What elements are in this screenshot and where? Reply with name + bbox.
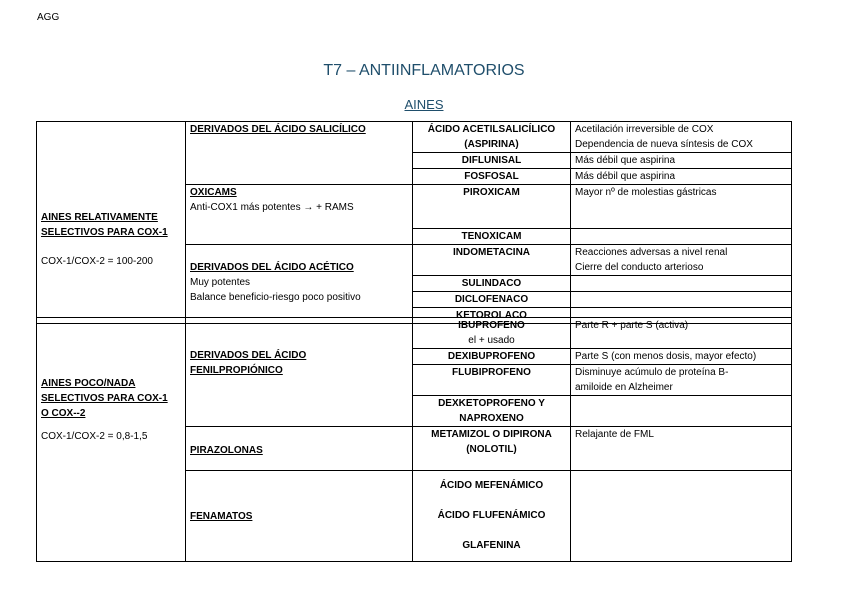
- drug-name: DEXKETOPROFENO Y: [438, 398, 545, 409]
- drug-cell: [413, 365, 571, 396]
- drug-name: METAMIZOL O DIPIRONA: [431, 429, 552, 440]
- drug-cell: [413, 122, 571, 153]
- table-row: [37, 122, 792, 153]
- drug-name: GLAFENINA: [462, 540, 521, 551]
- aines-table-part2: [36, 317, 792, 562]
- drug-cell: [413, 318, 571, 349]
- family-name: OXICAMS: [190, 187, 237, 198]
- note-text: Relajante de FML: [575, 429, 654, 440]
- drug-name: PIROXICAM: [463, 187, 520, 198]
- drug-name: KETOROLACO: [456, 310, 527, 321]
- note-cell: [571, 153, 792, 169]
- family-fenamatos: [186, 471, 413, 562]
- note-text: Parte R + parte S (activa): [575, 320, 689, 331]
- note-text: Mayor nº de molestias gástricas: [575, 187, 717, 198]
- note-text: Más débil que aspirina: [575, 155, 676, 166]
- drug-cell: [413, 185, 571, 229]
- drug-cell: [413, 245, 571, 276]
- note-cell: [571, 292, 792, 308]
- drug-name: IBUPROFENO: [458, 320, 525, 331]
- note-cell: [571, 318, 792, 349]
- group-selectivos-cox1: [37, 122, 186, 324]
- drug-name: SULINDACO: [461, 278, 522, 289]
- drug-name: DEXIBUPROFENO: [447, 351, 536, 362]
- drug-cell: [413, 292, 571, 308]
- family-note: Anti-COX1 más potentes → + RAMS: [190, 202, 354, 213]
- page-title: T7 – ANTIINFLAMATORIOS: [323, 62, 525, 79]
- drug-cell: [413, 276, 571, 292]
- drug-cell: [413, 427, 571, 471]
- drug-cell: [413, 153, 571, 169]
- family-name: PIRAZOLONAS: [190, 445, 263, 456]
- group-poco-selectivos: [37, 318, 186, 562]
- table-row: [37, 318, 792, 349]
- drug-cell: [413, 349, 571, 365]
- family-acetico: [186, 245, 413, 324]
- note-text: amiloide en Alzheimer: [575, 382, 673, 393]
- family-note: Balance beneficio-riesgo poco positivo: [190, 292, 361, 303]
- drug-name: NAPROXENO: [459, 413, 524, 424]
- group-title-line: AINES RELATIVAMENTE: [41, 212, 158, 223]
- family-name: FENILPROPIÓNICO: [190, 365, 283, 376]
- drug-name: (NOLOTIL): [466, 444, 517, 455]
- note-text: Dependencia de nueva síntesis de COX: [575, 139, 753, 150]
- note-text: Más débil que aspirina: [575, 171, 676, 182]
- family-name: DERIVADOS DEL ÁCIDO SALICÍLICO: [190, 124, 366, 135]
- note-text: Disminuye acúmulo de proteína B-: [575, 367, 729, 378]
- drug-note: el + usado: [468, 335, 515, 346]
- note-text: Parte S (con menos dosis, mayor efecto): [575, 351, 757, 362]
- note-cell: [571, 276, 792, 292]
- note-cell: [571, 427, 792, 471]
- drug-name: DIFLUNISAL: [461, 155, 522, 166]
- note-text: Reacciones adversas a nivel renal: [575, 247, 728, 258]
- drug-cell: [413, 169, 571, 185]
- note-cell: [571, 349, 792, 365]
- drug-name: FLUBIPROFENO: [452, 367, 531, 378]
- drug-name: ÁCIDO FLUFENÁMICO: [437, 510, 546, 521]
- aines-table: [36, 121, 792, 324]
- note-cell: [571, 245, 792, 276]
- group-title-line: AINES POCO/NADA: [41, 378, 136, 389]
- drug-cell: [413, 471, 571, 562]
- family-fenilpropionico: [186, 318, 413, 427]
- section-subtitle: AINES: [404, 97, 444, 112]
- note-text: Cierre del conducto arterioso: [575, 262, 704, 273]
- family-pirazolonas: [186, 427, 413, 471]
- drug-name: (ASPIRINA): [464, 139, 519, 150]
- drug-cell: [413, 229, 571, 245]
- note-cell: [571, 169, 792, 185]
- family-oxicams: [186, 185, 413, 245]
- group-ratio: COX-1/COX-2 = 0,8-1,5: [41, 431, 148, 442]
- group-title-line: SELECTIVOS PARA COX-1: [41, 393, 168, 404]
- drug-name: DICLOFENACO: [454, 294, 529, 305]
- note-cell: [571, 229, 792, 245]
- drug-name: INDOMETACINA: [452, 247, 531, 258]
- group-title-line: SELECTIVOS PARA COX-1: [41, 227, 168, 238]
- note-cell: [571, 396, 792, 427]
- note-cell: [571, 471, 792, 562]
- drug-name: FOSFOSAL: [464, 171, 519, 182]
- family-name: DERIVADOS DEL ÁCIDO ACÉTICO: [190, 262, 354, 273]
- note-text: Acetilación irreversible de COX: [575, 124, 714, 135]
- drug-cell: [413, 396, 571, 427]
- family-note: Muy potentes: [190, 277, 251, 288]
- family-salicilico: [186, 122, 413, 185]
- drug-name: ÁCIDO MEFENÁMICO: [439, 480, 544, 491]
- note-cell: [571, 185, 792, 229]
- note-cell: [571, 122, 792, 153]
- note-cell: [571, 365, 792, 396]
- family-name: FENAMATOS: [190, 510, 253, 522]
- group-ratio: COX-1/COX-2 = 100-200: [41, 256, 153, 267]
- family-name: DERIVADOS DEL ÁCIDO: [190, 350, 307, 361]
- group-title-line: O COX--2: [41, 408, 86, 419]
- drug-name: TENOXICAM: [461, 231, 522, 242]
- author-initials: AGG: [37, 12, 60, 23]
- drug-name: ÁCIDO ACETILSALICÍLICO: [427, 124, 556, 135]
